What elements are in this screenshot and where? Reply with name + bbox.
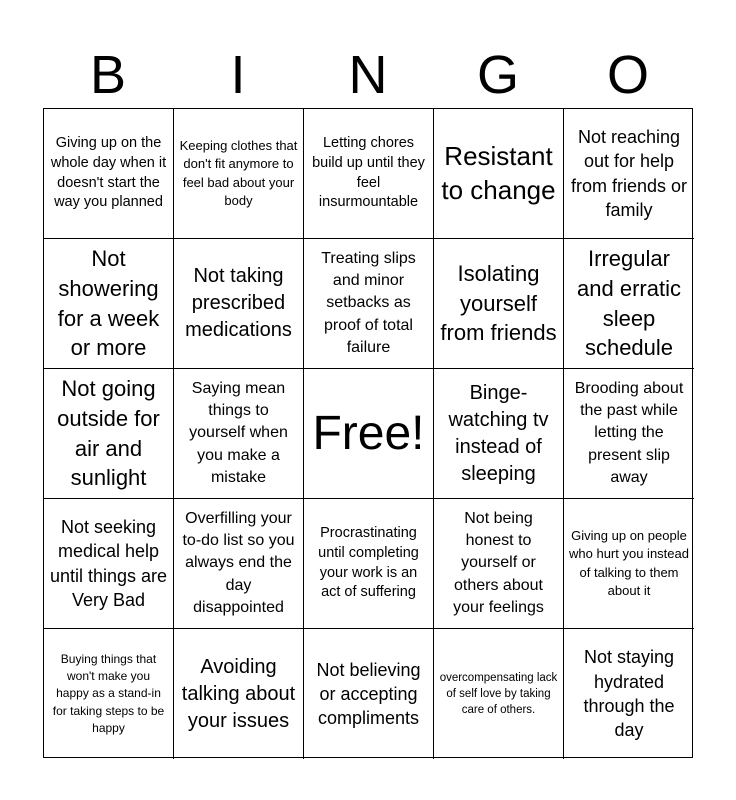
bingo-cell-o3[interactable] [564, 369, 694, 499]
bingo-cell-g1[interactable] [434, 109, 564, 239]
cell-text: Binge-watching tv instead of sleeping [448, 381, 549, 485]
bingo-cell-b3[interactable] [44, 369, 174, 499]
free-space-text: Free! [312, 406, 425, 460]
bingo-cell-g2[interactable] [434, 239, 564, 369]
cell-text: Resistant to change [441, 140, 556, 205]
bingo-cell-i2[interactable] [174, 239, 304, 369]
cell-text: Avoiding talking about your issues [181, 655, 296, 732]
header-letter-g: G [476, 45, 519, 105]
cell-text: Giving up on people who hurt you instead of talking to them about it [569, 528, 689, 598]
bingo-cell-o5[interactable] [564, 629, 694, 759]
bingo-cell-o4[interactable] [564, 499, 694, 629]
bingo-cell-o1[interactable] [564, 109, 694, 239]
cell-text: Not being honest to yourself or others about your feelings [453, 509, 544, 617]
cell-text: Not reaching out for help from friends or family [570, 126, 688, 220]
bingo-cell-n5[interactable] [304, 629, 434, 759]
cell-text: Not seeking medical help until things are Very Bad [49, 516, 168, 610]
bingo-cell-g5[interactable] [434, 629, 564, 759]
bingo-cell-n3-free[interactable] [304, 369, 434, 499]
bingo-cell-i4[interactable] [174, 499, 304, 629]
cell-text: Brooding about the past while letting the present slip away [574, 379, 684, 487]
bingo-cell-g3[interactable] [434, 369, 564, 499]
cell-text: Saying mean things to yourself when you make a mistake [189, 379, 288, 487]
cell-text: Isolating yourself from friends [440, 260, 557, 346]
header-letter-i: I [230, 45, 246, 105]
cell-text: Overfilling your to-do list so you always end the day disappointed [182, 509, 295, 617]
cell-text: Letting chores build up until they feel insurmountable [312, 135, 425, 211]
bingo-cell-b2[interactable] [44, 239, 174, 369]
cell-text: overcompensating lack of self love by taking care of others. [439, 671, 558, 717]
header-letter-b: B [89, 45, 127, 105]
header-letter-o: O [606, 45, 649, 105]
cell-text: Not staying hydrated through the day [583, 647, 675, 741]
bingo-cell-i1[interactable] [174, 109, 304, 239]
cell-text: Buying things that won't make you happy as a stand-in for taking steps to be happy [52, 651, 165, 736]
bingo-cell-b4[interactable] [44, 499, 174, 629]
bingo-cell-n2[interactable] [304, 239, 434, 369]
cell-text: Not believing or accepting compliments [316, 659, 421, 729]
cell-text: Giving up on the whole day when it doesn't start the way you planned [50, 135, 167, 211]
bingo-cell-g4[interactable] [434, 499, 564, 629]
bingo-cell-o2[interactable] [564, 239, 694, 369]
bingo-cell-b1[interactable] [44, 109, 174, 239]
bingo-header [43, 40, 693, 110]
cell-text: Irregular and erratic sleep schedule [577, 246, 681, 361]
bingo-cell-n4[interactable] [304, 499, 434, 629]
bingo-cell-n1[interactable] [304, 109, 434, 239]
cell-text: Not showering for a week or more [57, 246, 160, 361]
cell-text: Treating slips and minor setbacks as proof of total failure [321, 249, 416, 357]
cell-text: Not going outside for air and sunlight [57, 376, 160, 491]
cell-text: Keeping clothes that don't fit anymore to feel bad about your body [179, 138, 298, 208]
bingo-cell-i5[interactable] [174, 629, 304, 759]
header-letter-n: N [348, 45, 388, 105]
cell-text: Not taking prescribed medications [185, 265, 292, 341]
cell-text: Procrastinating until completing your work is an act of suffering [318, 525, 419, 601]
bingo-cell-b5[interactable] [44, 629, 174, 759]
bingo-board [43, 108, 693, 758]
bingo-cell-i3[interactable] [174, 369, 304, 499]
